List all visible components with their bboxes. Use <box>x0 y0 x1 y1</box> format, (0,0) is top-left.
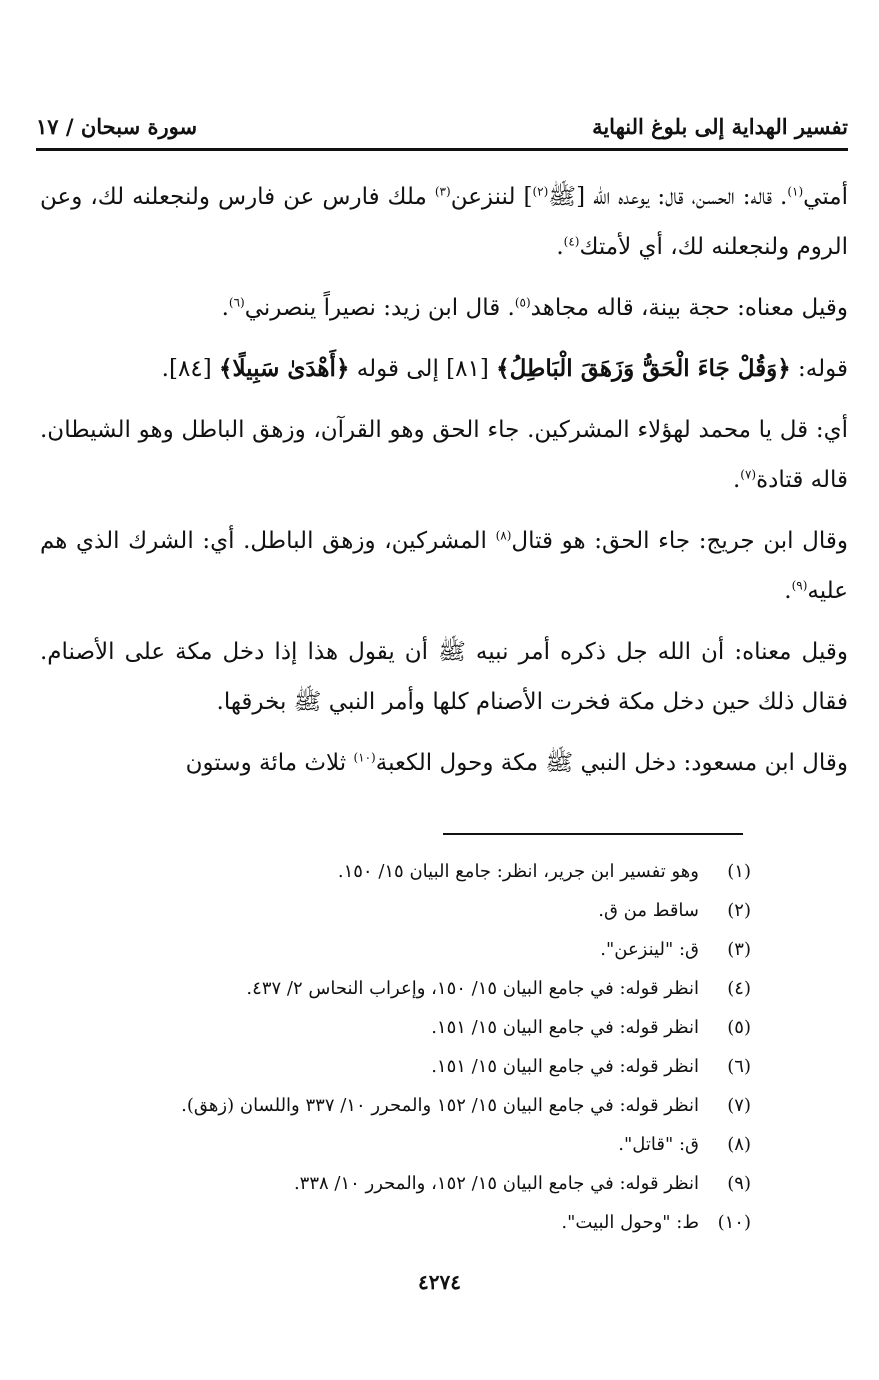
footnote-divider <box>443 833 743 835</box>
footnote-item <box>40 891 751 930</box>
footnote-marker: (٧) <box>740 467 757 482</box>
paragraph <box>40 172 848 272</box>
surah-label: سورة سبحان / ١٧ <box>36 114 198 139</box>
main-text <box>40 172 848 799</box>
footnote-item <box>40 1125 751 1164</box>
paragraph <box>40 516 848 616</box>
footnote-text: ساقط من ق. <box>598 900 699 921</box>
footnote-text: انظر قوله: في جامع البيان ١٥/ ١٥١. <box>431 1056 699 1077</box>
text-segment: وقيل معناه: أن الله جل ذكره أمر نبيه ﷺ أن يقول هذا إذا دخل مكة على الأصنام. فقال ذلك حين دخل مكة فخرت الأصنام كلها وأمر النبي ﷺ بخرقها. <box>40 639 848 715</box>
footnote-marker: (٣) <box>434 184 451 199</box>
footnote-marker: (٦) <box>228 295 245 310</box>
footnote-text: انظر قوله: في جامع البيان ١٥/ ١٥٢ والمحرر ١٠/ ٣٣٧ واللسان (زهق). <box>181 1095 699 1116</box>
footnote-marker: (٨) <box>495 528 512 543</box>
footnote-text: ق: "قاتل". <box>618 1134 699 1155</box>
running-header <box>36 106 848 144</box>
text-segment: أي: قل يا محمد لهؤلاء المشركين. جاء الحق وهو القرآن، وزهق الباطل وهو الشيطان. قاله قتادة <box>40 417 848 493</box>
footnote-number: (٨) <box>727 1134 751 1155</box>
footnote-number: (٦) <box>727 1056 751 1077</box>
text-segment: ] لننزعن <box>450 184 533 210</box>
text-segment: [٨٤]. <box>161 356 219 382</box>
footnote-number: (١٠) <box>717 1212 751 1233</box>
footnote-text: ط: "وحول البيت". <box>561 1212 699 1233</box>
footnote-item <box>40 930 751 969</box>
paragraph <box>40 405 848 505</box>
text-segment: ملك فارس عن فارس ولنجعلنه لك، وعن الروم ولنجعلنه لك، أي لأمتك <box>40 184 848 260</box>
footnote-text: ق: "لينزعن". <box>600 939 699 960</box>
text-segment: المشركين، وزهق الباطل. أي: الشرك الذي هم عليه <box>40 528 848 604</box>
footnote-item <box>40 969 751 1008</box>
paragraph <box>40 627 848 727</box>
footnote-marker: (٥) <box>514 295 531 310</box>
footnote-number: (٩) <box>727 1173 751 1194</box>
paragraph <box>40 283 848 333</box>
quran-verse: ﴿أَهْدَىٰ سَبِيلًا﴾ <box>218 355 350 382</box>
footnote-item <box>40 1047 751 1086</box>
footnote-marker: (٩) <box>791 578 808 593</box>
footnote-marker: (١) <box>787 184 804 199</box>
footnote-number: (٤) <box>727 978 751 999</box>
footnote-marker: (٢) <box>532 184 549 199</box>
footnote-text: انظر قوله: في جامع البيان ١٥/ ١٥٠، وإعراب النحاس ٢/ ٤٣٧. <box>246 978 699 999</box>
footnote-text: انظر قوله: في جامع البيان ١٥/ ١٥١. <box>431 1017 699 1038</box>
quran-verse: ﴿وَقُلْ جَاءَ الْحَقُّ وَزَهَقَ الْبَاطِلُ﴾ <box>496 355 791 382</box>
text-segment: . <box>732 467 741 493</box>
text-segment: . <box>221 295 229 321</box>
footnote-item <box>40 1008 751 1047</box>
footnote-number: (٢) <box>727 900 751 921</box>
text-segment: وقيل معناه: حجة بينة، قاله مجاهد <box>530 295 848 321</box>
footnotes <box>40 852 751 1242</box>
footnote-item <box>40 1203 751 1242</box>
text-segment: قوله: <box>790 356 848 382</box>
footnote-marker: (٤) <box>563 234 580 249</box>
footnote-number: (١) <box>727 861 751 882</box>
text-segment: ثلاث مائة وستون <box>185 750 354 776</box>
footnote-text: وهو تفسير ابن جرير، انظر: جامع البيان ١٥/ ١٥٠. <box>337 861 699 882</box>
text-segment: أمتي <box>803 184 848 210</box>
text-segment: . <box>784 578 792 604</box>
text-segment: . قاله: الحسن، قال: يوعده الله [ﷺ <box>548 184 788 210</box>
header-divider <box>36 148 848 151</box>
paragraph <box>40 344 848 394</box>
page-number: ٤٢٧٤ <box>418 1270 461 1294</box>
text-segment: . <box>556 234 564 260</box>
text-segment: وقال ابن مسعود: دخل النبي ﷺ مكة وحول الكعبة <box>375 750 848 776</box>
text-segment: وقال ابن جريج: جاء الحق: هو قتال <box>511 528 848 554</box>
footnote-number: (٧) <box>727 1095 751 1116</box>
footnote-item <box>40 1164 751 1203</box>
footnote-marker: (١٠) <box>353 750 376 765</box>
book-title: تفسير الهداية إلى بلوغ النهاية <box>592 114 848 139</box>
footnote-number: (٣) <box>727 939 751 960</box>
text-segment: . قال ابن زيد: نصيراً ينصرني <box>244 295 515 321</box>
footnote-item <box>40 1086 751 1125</box>
text-segment: [٨١] إلى قوله <box>349 356 497 382</box>
paragraph <box>40 738 848 788</box>
footnote-number: (٥) <box>727 1017 751 1038</box>
footnote-text: انظر قوله: في جامع البيان ١٥/ ١٥٢، والمحرر ١٠/ ٣٣٨. <box>293 1173 699 1194</box>
footnote-item <box>40 852 751 891</box>
